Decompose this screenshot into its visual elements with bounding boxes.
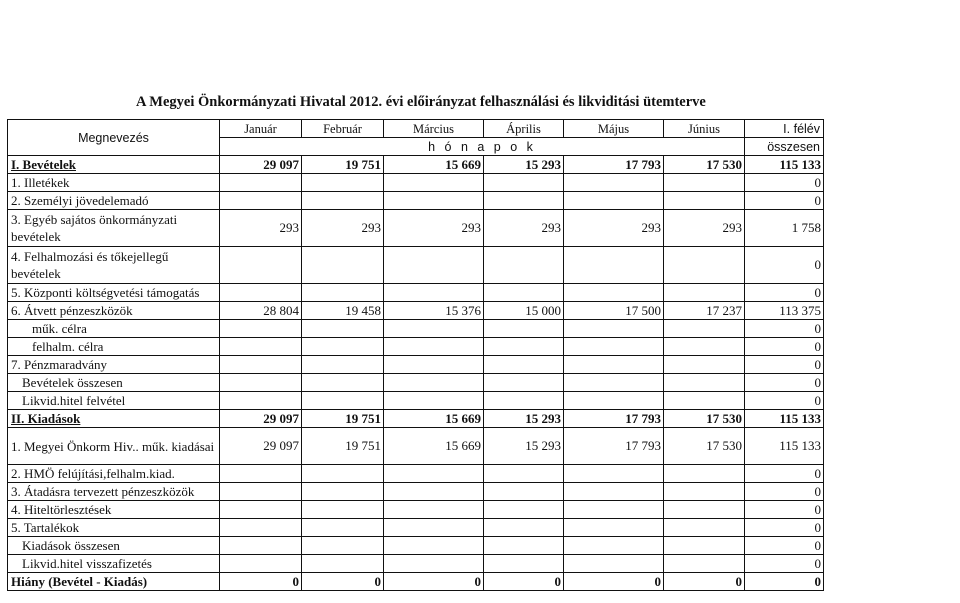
value-cell xyxy=(664,519,745,537)
row-label: 4. Hiteltörlesztések xyxy=(8,501,220,519)
row-label: Kiadások összesen xyxy=(8,537,220,555)
table-row xyxy=(8,537,824,555)
value-cell xyxy=(564,537,664,555)
value-cell xyxy=(220,356,302,374)
value-cell: 17 500 xyxy=(564,302,664,320)
row-label xyxy=(8,410,220,428)
row-label: Hiány (Bevétel - Kiadás) xyxy=(8,573,220,591)
value-cell xyxy=(564,374,664,392)
value-cell xyxy=(484,320,564,338)
row-label: 1. Megyei Önkorm Hiv.. műk. kiadásai xyxy=(8,428,220,465)
value-cell xyxy=(664,284,745,302)
value-cell: 293 xyxy=(664,210,745,247)
value-cell xyxy=(220,320,302,338)
value-cell: 15 669 xyxy=(384,410,484,428)
value-cell: 15 000 xyxy=(484,302,564,320)
value-cell: 0 xyxy=(220,573,302,591)
value-cell xyxy=(302,284,384,302)
value-cell xyxy=(384,555,484,573)
value-cell: 17 530 xyxy=(664,410,745,428)
total-cell: 0 xyxy=(745,247,824,284)
schedule-table xyxy=(7,119,824,591)
value-cell xyxy=(220,392,302,410)
value-cell xyxy=(664,247,745,284)
table-row xyxy=(8,338,824,356)
total-cell: 0 xyxy=(745,374,824,392)
value-cell: 17 793 xyxy=(564,156,664,174)
value-cell xyxy=(384,465,484,483)
value-cell xyxy=(220,537,302,555)
row-label: 5. Tartalékok xyxy=(8,519,220,537)
value-cell: 15 669 xyxy=(384,156,484,174)
value-cell xyxy=(484,174,564,192)
value-cell xyxy=(302,356,384,374)
table-row xyxy=(8,210,824,247)
value-cell: 17 793 xyxy=(564,428,664,465)
value-cell xyxy=(484,483,564,501)
value-cell xyxy=(384,374,484,392)
value-cell xyxy=(220,284,302,302)
table-row xyxy=(8,374,824,392)
row-label: 5. Központi költségvetési támogatás xyxy=(8,284,220,302)
header-month: Június xyxy=(664,120,745,138)
total-cell: 0 xyxy=(745,465,824,483)
value-cell xyxy=(564,174,664,192)
value-cell xyxy=(384,501,484,519)
value-cell xyxy=(220,465,302,483)
value-cell xyxy=(564,483,664,501)
total-cell: 1 758 xyxy=(745,210,824,247)
total-cell: 0 xyxy=(745,392,824,410)
table-row xyxy=(8,392,824,410)
row-label-text: II. Kiadások xyxy=(11,410,81,426)
header-month: Május xyxy=(564,120,664,138)
row-label: 7. Pénzmaradvány xyxy=(8,356,220,374)
total-cell: 115 133 xyxy=(745,410,824,428)
value-cell: 28 804 xyxy=(220,302,302,320)
value-cell xyxy=(664,537,745,555)
total-cell: 0 xyxy=(745,284,824,302)
value-cell xyxy=(564,320,664,338)
table-row xyxy=(8,284,824,302)
value-cell: 0 xyxy=(664,573,745,591)
value-cell xyxy=(564,338,664,356)
total-cell: 0 xyxy=(745,537,824,555)
value-cell xyxy=(384,320,484,338)
value-cell xyxy=(564,392,664,410)
value-cell xyxy=(220,519,302,537)
value-cell: 19 751 xyxy=(302,428,384,465)
value-cell xyxy=(484,356,564,374)
table-row xyxy=(8,483,824,501)
value-cell xyxy=(220,247,302,284)
page-title: A Megyei Önkormányzati Hivatal 2012. évi előirányzat felhasználási és likviditási ütemterve xyxy=(136,94,706,110)
table-row xyxy=(8,320,824,338)
row-label: 3. Átadásra tervezett pénzeszközök xyxy=(8,483,220,501)
value-cell xyxy=(220,555,302,573)
total-cell: 0 xyxy=(745,174,824,192)
value-cell: 17 793 xyxy=(564,410,664,428)
value-cell xyxy=(220,192,302,210)
value-cell xyxy=(302,374,384,392)
value-cell: 0 xyxy=(564,573,664,591)
value-cell xyxy=(664,374,745,392)
value-cell xyxy=(384,284,484,302)
value-cell xyxy=(664,555,745,573)
value-cell xyxy=(302,519,384,537)
value-cell xyxy=(484,192,564,210)
value-cell xyxy=(302,483,384,501)
value-cell xyxy=(384,192,484,210)
header-row xyxy=(8,120,824,138)
value-cell xyxy=(484,374,564,392)
value-cell xyxy=(564,192,664,210)
value-cell: 15 293 xyxy=(484,410,564,428)
value-cell xyxy=(302,174,384,192)
total-cell: 0 xyxy=(745,555,824,573)
value-cell: 0 xyxy=(302,573,384,591)
value-cell xyxy=(664,465,745,483)
value-cell xyxy=(564,555,664,573)
value-cell xyxy=(484,519,564,537)
row-label: Likvid.hitel felvétel xyxy=(8,392,220,410)
value-cell: 15 376 xyxy=(384,302,484,320)
table-row xyxy=(8,247,824,284)
value-cell: 29 097 xyxy=(220,428,302,465)
value-cell: 293 xyxy=(484,210,564,247)
table-row xyxy=(8,501,824,519)
value-cell xyxy=(564,356,664,374)
total-cell: 113 375 xyxy=(745,302,824,320)
value-cell xyxy=(302,320,384,338)
total-cell: 0 xyxy=(745,519,824,537)
value-cell: 17 237 xyxy=(664,302,745,320)
value-cell: 15 669 xyxy=(384,428,484,465)
row-label: felhalm. célra xyxy=(8,338,220,356)
total-cell: 115 133 xyxy=(745,156,824,174)
value-cell xyxy=(302,392,384,410)
value-cell xyxy=(302,247,384,284)
row-label: 2. Személyi jövedelemadó xyxy=(8,192,220,210)
total-cell: 0 xyxy=(745,338,824,356)
header-name-cell: Megnevezés xyxy=(8,120,220,156)
value-cell: 293 xyxy=(220,210,302,247)
value-cell: 19 458 xyxy=(302,302,384,320)
value-cell xyxy=(564,501,664,519)
table-row xyxy=(8,410,824,428)
row-label: 4. Felhalmozási és tőkejellegű bevételek xyxy=(8,247,220,284)
value-cell xyxy=(302,537,384,555)
value-cell xyxy=(564,465,664,483)
value-cell: 15 293 xyxy=(484,156,564,174)
value-cell: 293 xyxy=(564,210,664,247)
total-cell: 0 xyxy=(745,573,824,591)
value-cell xyxy=(664,501,745,519)
value-cell xyxy=(664,320,745,338)
row-label: 2. HMÖ felújítási,felhalm.kiad. xyxy=(8,465,220,483)
table-row xyxy=(8,302,824,320)
value-cell: 15 293 xyxy=(484,428,564,465)
header-total-bottom: összesen xyxy=(745,138,824,156)
value-cell xyxy=(484,501,564,519)
value-cell xyxy=(664,338,745,356)
table-row xyxy=(8,573,824,591)
value-cell xyxy=(564,284,664,302)
row-label: Bevételek összesen xyxy=(8,374,220,392)
header-total-top: I. félév xyxy=(745,120,824,138)
value-cell xyxy=(384,338,484,356)
value-cell xyxy=(302,555,384,573)
table-row xyxy=(8,174,824,192)
value-cell xyxy=(664,174,745,192)
table-row xyxy=(8,156,824,174)
table-row xyxy=(8,519,824,537)
table-row xyxy=(8,555,824,573)
header-month: Április xyxy=(484,120,564,138)
value-cell: 17 530 xyxy=(664,428,745,465)
value-cell xyxy=(564,519,664,537)
value-cell xyxy=(664,192,745,210)
total-cell: 0 xyxy=(745,356,824,374)
value-cell xyxy=(220,338,302,356)
value-cell xyxy=(484,537,564,555)
header-month: Január xyxy=(220,120,302,138)
value-cell xyxy=(302,465,384,483)
table-row xyxy=(8,192,824,210)
row-label: 3. Egyéb sajátos önkormányzati bevételek xyxy=(8,210,220,247)
value-cell xyxy=(664,392,745,410)
value-cell xyxy=(220,174,302,192)
header-months-caption: h ó n a p o k xyxy=(220,138,745,156)
row-label xyxy=(8,156,220,174)
value-cell: 293 xyxy=(302,210,384,247)
total-cell: 115 133 xyxy=(745,428,824,465)
table-row xyxy=(8,356,824,374)
value-cell xyxy=(384,356,484,374)
value-cell xyxy=(484,338,564,356)
value-cell xyxy=(384,519,484,537)
header-month: Március xyxy=(384,120,484,138)
value-cell: 19 751 xyxy=(302,156,384,174)
value-cell xyxy=(302,338,384,356)
value-cell xyxy=(484,247,564,284)
value-cell xyxy=(220,374,302,392)
total-cell: 0 xyxy=(745,501,824,519)
row-label: Likvid.hitel visszafizetés xyxy=(8,555,220,573)
row-label: 6. Átvett pénzeszközök xyxy=(8,302,220,320)
value-cell: 0 xyxy=(484,573,564,591)
total-cell: 0 xyxy=(745,320,824,338)
value-cell: 29 097 xyxy=(220,410,302,428)
value-cell xyxy=(384,392,484,410)
table-row xyxy=(8,428,824,465)
value-cell xyxy=(384,537,484,555)
value-cell xyxy=(302,501,384,519)
value-cell xyxy=(384,483,484,501)
value-cell xyxy=(220,483,302,501)
row-label: 1. Illetékek xyxy=(8,174,220,192)
value-cell xyxy=(384,174,484,192)
value-cell xyxy=(664,356,745,374)
total-cell: 0 xyxy=(745,483,824,501)
value-cell: 17 530 xyxy=(664,156,745,174)
header-month: Február xyxy=(302,120,384,138)
value-cell xyxy=(220,501,302,519)
value-cell: 293 xyxy=(384,210,484,247)
row-label: műk. célra xyxy=(8,320,220,338)
row-label-text: I. Bevételek xyxy=(11,156,76,172)
value-cell xyxy=(384,247,484,284)
value-cell xyxy=(564,247,664,284)
value-cell xyxy=(302,192,384,210)
value-cell xyxy=(484,465,564,483)
value-cell: 19 751 xyxy=(302,410,384,428)
value-cell xyxy=(484,284,564,302)
value-cell xyxy=(664,483,745,501)
value-cell: 29 097 xyxy=(220,156,302,174)
table-row xyxy=(8,465,824,483)
value-cell xyxy=(484,392,564,410)
value-cell xyxy=(484,555,564,573)
value-cell: 0 xyxy=(384,573,484,591)
total-cell: 0 xyxy=(745,192,824,210)
